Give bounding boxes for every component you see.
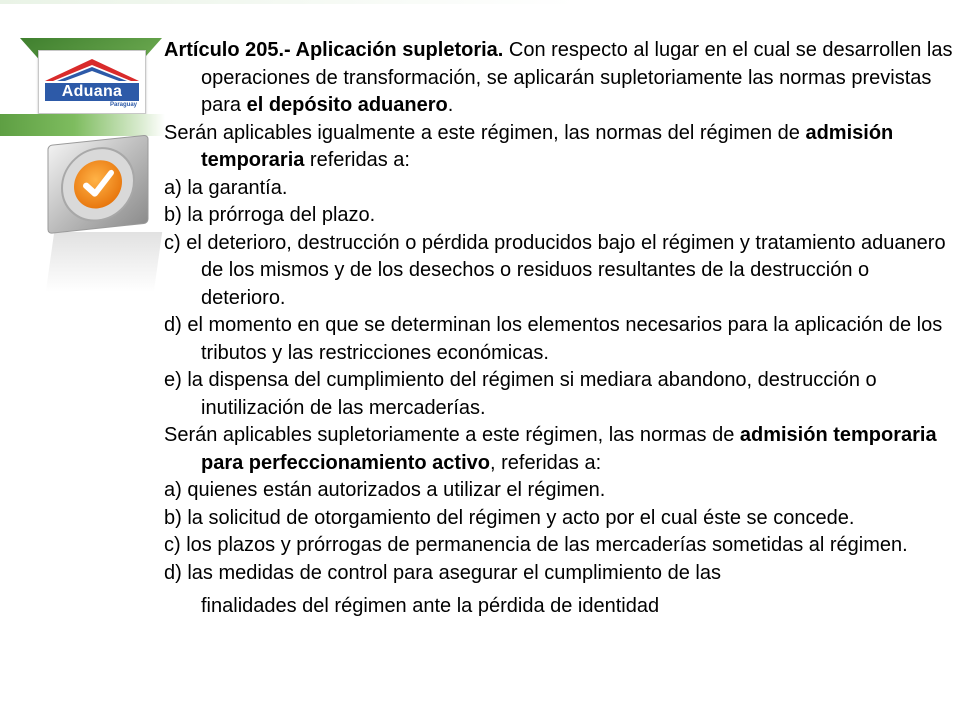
- aduana-logo-country: Paraguay: [109, 102, 137, 108]
- article-text-end: .: [447, 94, 454, 116]
- iso-certification-seal-icon: [44, 134, 152, 234]
- list-item: a) la garantía.: [164, 176, 288, 199]
- list-item: e) la dispensa del cumplimiento del régimen si mediara abandono, destrucción o inutilización de las mercaderías.: [164, 369, 877, 419]
- paragraph-text-end: , referidas a:: [489, 451, 602, 474]
- list-item: b) la prórroga del plazo.: [164, 204, 376, 226]
- list-item: a) quienes están autorizados a utilizar el régimen.: [164, 479, 606, 501]
- paragraph-bold-term: admisión temporaria para perfeccionamiento activo: [201, 424, 937, 474]
- roof-icon: [43, 55, 141, 83]
- paragraph-admision-temporaria: [164, 120, 956, 175]
- list-item: c) el deterioro, destrucción o pérdida producidos bajo el régimen y tratamiento aduanero de los mismos y de los desechos o residuos resultantes de la destrucción o deterioro.: [164, 231, 946, 309]
- seal-reflection: [46, 232, 162, 292]
- green-band: [0, 114, 165, 136]
- paragraph-perfeccionamiento-activo: [164, 422, 956, 477]
- paragraph-text: Serán aplicables supletoriamente a este régimen, las normas de: [164, 424, 740, 446]
- aduana-logo: [38, 50, 146, 114]
- list-item: d) las medidas de control para asegurar el cumplimiento de las: [164, 561, 721, 584]
- article-bold-term: el depósito aduanero: [246, 94, 448, 116]
- paragraph-text-end: referidas a:: [304, 149, 410, 171]
- article-text: Con respecto al lugar en el cual se desarrollen las operaciones de transformación, se aplicarán supletoriamente las normas previstas para: [201, 39, 953, 116]
- article-paragraph: [164, 37, 956, 120]
- article-title: Artículo 205.- Aplicación supletoria.: [164, 39, 504, 61]
- paragraph-text: Serán aplicables igualmente a este régimen, las normas del régimen de: [164, 121, 806, 144]
- list-item: c) los plazos y prórrogas de permanencia de las mercaderías sometidas al régimen.: [164, 534, 908, 556]
- logo-area: [0, 0, 170, 300]
- list-item: d) el momento en que se determinan los elementos necesarios para la aplicación de los tributos y las restricciones económicas.: [164, 314, 943, 364]
- list-item: b) la solicitud de otorgamiento del régimen y acto por el cual éste se concede.: [164, 506, 855, 529]
- aduana-logo-name: Aduana: [45, 83, 139, 101]
- list-item-continuation: finalidades del régimen ante la pérdida de identidad: [201, 595, 660, 617]
- document-content: [164, 37, 956, 621]
- paragraph-bold-term: admisión temporaria: [201, 121, 894, 171]
